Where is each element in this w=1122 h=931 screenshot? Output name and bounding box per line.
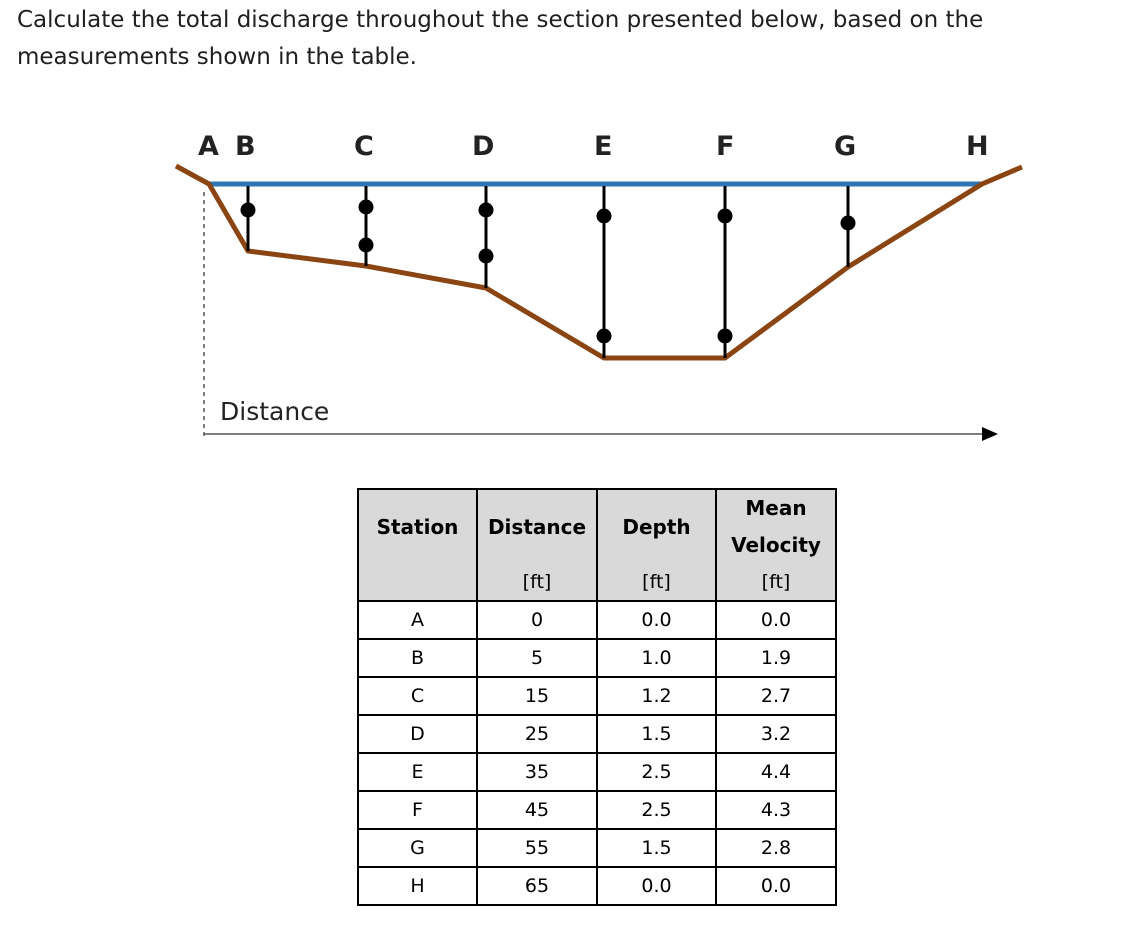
unit-station xyxy=(358,564,477,601)
cell-velocity: 4.4 xyxy=(716,753,836,791)
channel-bed xyxy=(176,166,1022,358)
cell-station: C xyxy=(358,677,477,715)
table-row xyxy=(358,601,836,639)
cell-velocity: 3.2 xyxy=(716,715,836,753)
point-e-lower xyxy=(597,329,612,344)
point-e-upper xyxy=(597,209,612,224)
cell-depth: 0.0 xyxy=(597,601,716,639)
cell-velocity: 0.0 xyxy=(716,601,836,639)
distance-axis-label: Distance xyxy=(220,397,330,426)
cell-velocity: 2.8 xyxy=(716,829,836,867)
cell-station: D xyxy=(358,715,477,753)
unit-depth: [ft] xyxy=(597,564,716,601)
station-label-h: H xyxy=(966,131,989,162)
cell-station: E xyxy=(358,753,477,791)
cell-depth: 1.5 xyxy=(597,715,716,753)
cell-station: F xyxy=(358,791,477,829)
unit-velocity: [ft] xyxy=(716,564,836,601)
table-row xyxy=(358,677,836,715)
station-label-c: C xyxy=(354,131,374,162)
cell-station: A xyxy=(358,601,477,639)
station-label-f: F xyxy=(716,131,735,162)
measurements-table xyxy=(357,488,837,906)
header-mean-velocity xyxy=(716,489,836,564)
table-row xyxy=(358,715,836,753)
cell-distance: 55 xyxy=(477,829,597,867)
cell-depth: 0.0 xyxy=(597,867,716,905)
station-label-e: E xyxy=(594,131,613,162)
cell-distance: 25 xyxy=(477,715,597,753)
table-row xyxy=(358,753,836,791)
table-row xyxy=(358,791,836,829)
question-text: Calculate the total discharge throughout the section presented below, based on the measurements shown in the table. xyxy=(17,7,984,70)
cell-distance: 5 xyxy=(477,639,597,677)
cell-velocity: 1.9 xyxy=(716,639,836,677)
table-unit-row xyxy=(358,564,836,601)
cell-distance: 45 xyxy=(477,791,597,829)
cell-station: B xyxy=(358,639,477,677)
station-label-d: D xyxy=(472,131,495,162)
table-row xyxy=(358,829,836,867)
cell-depth: 2.5 xyxy=(597,753,716,791)
cell-depth: 1.2 xyxy=(597,677,716,715)
point-g xyxy=(841,216,856,231)
unit-distance: [ft] xyxy=(477,564,597,601)
cell-distance: 35 xyxy=(477,753,597,791)
station-label-a: A xyxy=(198,131,219,162)
station-label-b: B xyxy=(235,131,256,162)
cell-velocity: 4.3 xyxy=(716,791,836,829)
header-mean-velocity-line1: Mean xyxy=(745,496,807,520)
point-f-upper xyxy=(718,209,733,224)
cell-distance: 65 xyxy=(477,867,597,905)
header-station: Station xyxy=(358,489,477,564)
cell-distance: 15 xyxy=(477,677,597,715)
header-distance: Distance xyxy=(477,489,597,564)
table-row xyxy=(358,867,836,905)
header-depth: Depth xyxy=(597,489,716,564)
header-mean-velocity-line2: Velocity xyxy=(731,533,821,557)
cell-depth: 2.5 xyxy=(597,791,716,829)
distance-arrowhead-icon xyxy=(982,427,998,441)
cell-depth: 1.0 xyxy=(597,639,716,677)
point-c-upper xyxy=(359,200,374,215)
table-row xyxy=(358,639,836,677)
point-d-lower xyxy=(479,249,494,264)
cell-depth: 1.5 xyxy=(597,829,716,867)
point-d-upper xyxy=(479,203,494,218)
cell-station: H xyxy=(358,867,477,905)
cell-velocity: 0.0 xyxy=(716,867,836,905)
table-header-row xyxy=(358,489,836,564)
station-label-g: G xyxy=(834,131,857,162)
point-c-lower xyxy=(359,238,374,253)
point-f-lower xyxy=(718,329,733,344)
cell-distance: 0 xyxy=(477,601,597,639)
point-b xyxy=(241,203,256,218)
cell-velocity: 2.7 xyxy=(716,677,836,715)
cell-station: G xyxy=(358,829,477,867)
